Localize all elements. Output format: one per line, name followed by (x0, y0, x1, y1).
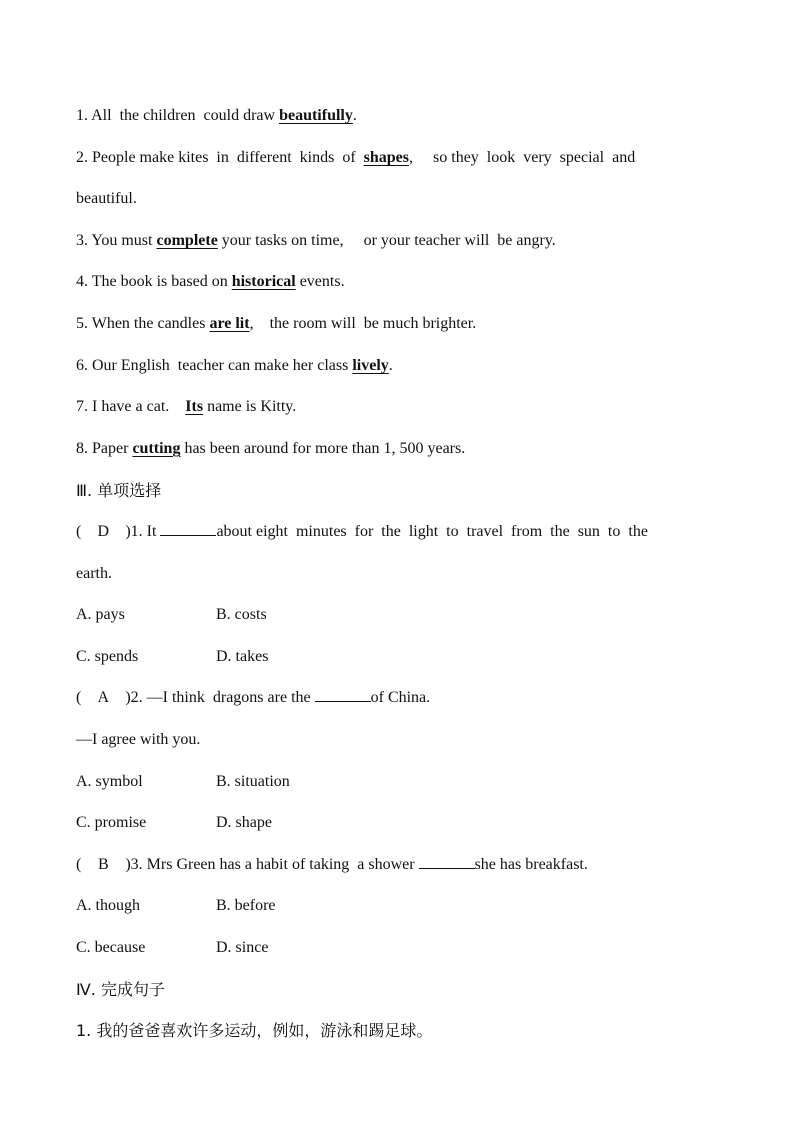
mc-options-1-row1 (76, 604, 718, 626)
item-text: . (388, 357, 393, 374)
mc-options-1-row2 (76, 646, 718, 668)
item-text: 1. All the children could draw (76, 107, 280, 124)
paren-open: ( (76, 856, 82, 873)
question-text: —I agree with you. (76, 731, 201, 748)
paren-open: ( (76, 689, 82, 706)
mc-options-2-row2 (76, 812, 718, 834)
item-text: 2. People make kites in different kinds of (76, 149, 364, 166)
question-text: she has breakfast. (474, 856, 588, 873)
question-answer: A (97, 689, 110, 706)
item-text: 6. Our English teacher can make her class (76, 357, 353, 374)
question-text: )3. Mrs Green has a habit of taking a shower (125, 856, 419, 873)
item-text: , so they look very special and (409, 149, 636, 166)
option-b: B. situation (216, 773, 290, 790)
blank-line (419, 854, 475, 869)
question-text: )1. It (125, 523, 161, 540)
option-b: B. costs (216, 606, 267, 623)
question-text: about eight minutes for the light to travel from the sun to the (216, 523, 648, 540)
answer-word: historical (231, 273, 296, 290)
fill-item-7 (76, 396, 718, 418)
fill-item-8 (76, 438, 718, 460)
item-text: 7. I have a cat. (76, 398, 186, 415)
option-c: C. because (76, 939, 146, 956)
item-text: 4. The book is based on (76, 273, 232, 290)
blank-line (160, 521, 216, 536)
mc-question-1 (76, 521, 718, 543)
item-text: 3. You must (76, 232, 157, 249)
answer-word: complete (156, 232, 218, 249)
fill-item-3 (76, 230, 718, 252)
mc-question-2 (76, 687, 718, 709)
item-text: . (352, 107, 357, 124)
answer-word: beautifully (279, 107, 353, 124)
mc-question-1-continued (76, 563, 718, 585)
mc-options-3-row2 (76, 937, 718, 959)
option-b: B. before (216, 897, 276, 914)
option-c: C. spends (76, 648, 139, 665)
fill-item-4 (76, 271, 718, 293)
section-title-3: Ⅲ. 单项选择 (76, 481, 162, 500)
mc-question-3 (76, 854, 718, 876)
item-text: has been around for more than 1, 500 years. (180, 440, 466, 457)
item-text: events. (295, 273, 345, 290)
item-text: beautiful. (76, 190, 137, 207)
item-text: , the room will be much brighter. (249, 315, 477, 332)
fill-item-5 (76, 313, 718, 335)
fill-item-6 (76, 355, 718, 377)
item-text: name is Kitty. (203, 398, 297, 415)
option-d: D. since (216, 939, 269, 956)
mc-question-2-reply (76, 729, 718, 751)
item-text: 5. When the candles (76, 315, 210, 332)
answer-word: Its (185, 398, 204, 415)
item-text: 8. Paper (76, 440, 133, 457)
option-c: C. promise (76, 814, 147, 831)
option-a: A. though (76, 897, 140, 914)
answer-word: lively (352, 357, 389, 374)
question-text: earth. (76, 565, 112, 582)
option-a: A. symbol (76, 773, 143, 790)
answer-word: are lit (209, 315, 250, 332)
item-text: your tasks on time, or your teacher will be angry. (217, 232, 556, 249)
fill-item-2 (76, 147, 718, 169)
section-title-4: Ⅳ. 完成句子 (76, 980, 165, 999)
mc-options-3-row1 (76, 895, 718, 917)
paren-open: ( (76, 523, 82, 540)
option-d: D. shape (216, 814, 272, 831)
answer-word: shapes (363, 149, 410, 166)
answer-word: cutting (132, 440, 181, 457)
question-answer: D (97, 523, 110, 540)
option-d: D. takes (216, 648, 269, 665)
fill-item-1 (76, 105, 718, 127)
blank-line (315, 687, 371, 702)
question-text: )2. —I think dragons are the (125, 689, 315, 706)
option-a: A. pays (76, 606, 125, 623)
translation-item-1: 1. 我的爸爸喜欢许多运动，例如，游泳和踢足球。 (76, 1021, 433, 1040)
mc-options-2-row1 (76, 771, 718, 793)
question-answer: B (97, 856, 109, 873)
question-text: of China. (370, 689, 431, 706)
fill-item-2-continued (76, 188, 718, 210)
